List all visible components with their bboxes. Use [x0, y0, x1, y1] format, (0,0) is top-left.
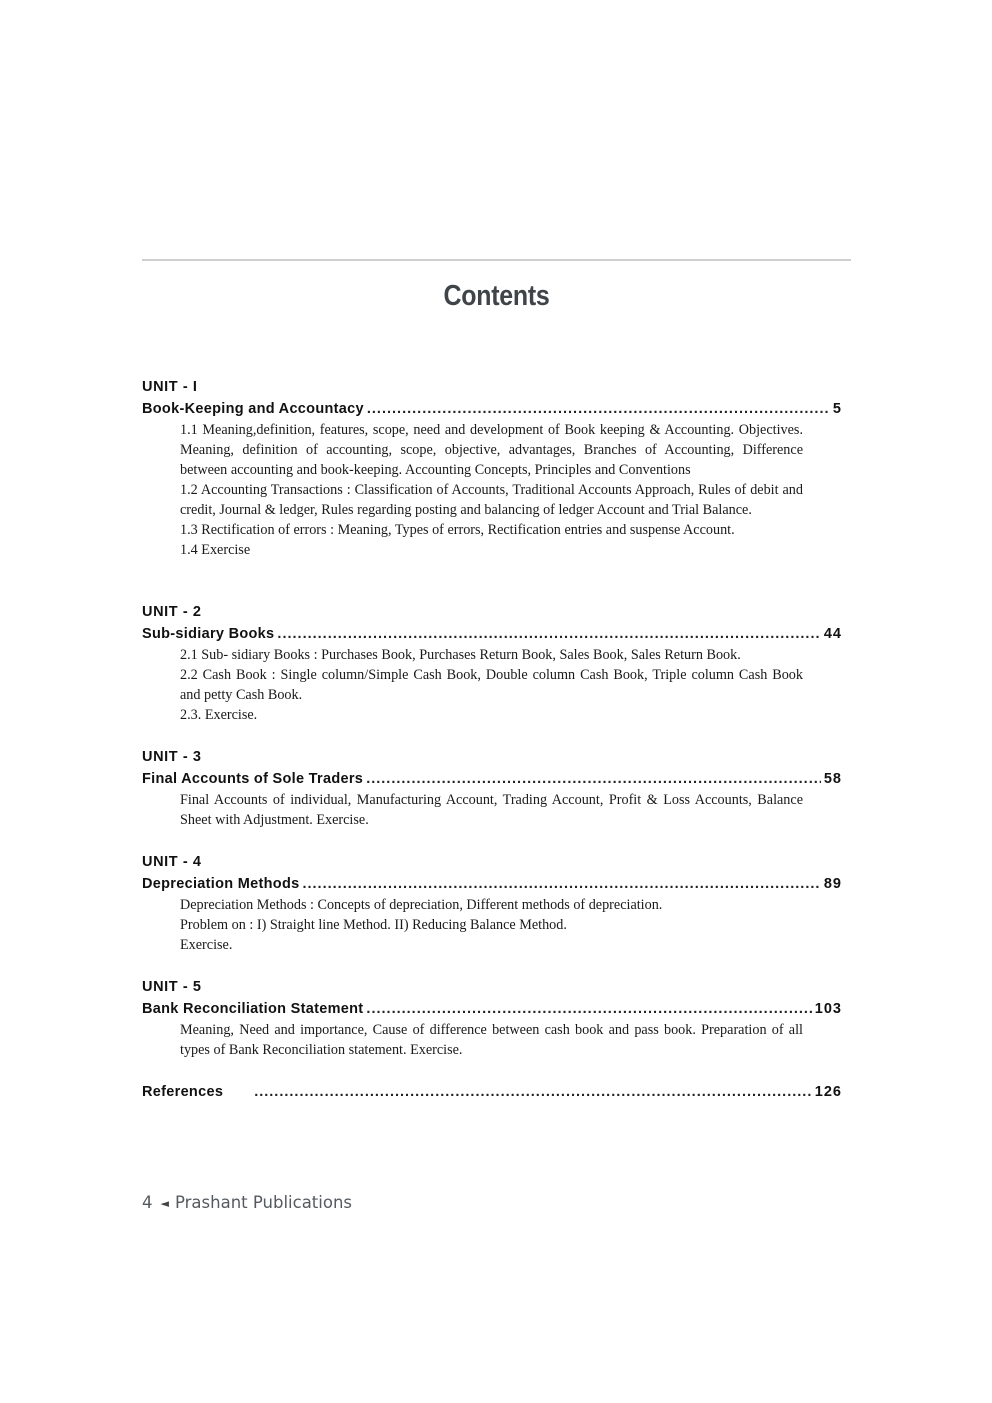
toc-entry-title: Sub-sidiary Books [142, 626, 275, 642]
description-paragraph: Problem on : I) Straight line Method. II) Reducing Balance Method. [180, 917, 567, 933]
description-paragraph: 1.2 Accounting Transactions : Classification of Accounts, Traditional Accounts Approach, Rules of debit and credit, Journal & ledger, Rules regarding posting and balancing of ledger Account and Trial Balance. [180, 482, 803, 518]
toc-entry-unit-2[interactable] [142, 623, 842, 645]
description-paragraph: 1.4 Exercise [180, 542, 251, 558]
description-paragraph: 2.1 Sub- sidiary Books : Purchases Book, Purchases Return Book, Sales Book, Sales Return Book. [180, 647, 741, 663]
toc-entry-unit-4[interactable] [142, 873, 842, 895]
toc-entry-page: 5 [832, 401, 842, 417]
toc-entry-title: Final Accounts of Sole Traders [142, 771, 364, 787]
unit-2-section [142, 601, 842, 725]
page-number: 4 [142, 1193, 153, 1212]
toc-entry-page: 44 [823, 626, 842, 642]
page-footer [142, 1193, 352, 1212]
dot-leader [367, 398, 830, 420]
dot-leader [302, 873, 820, 895]
toc-entry-page: 58 [823, 771, 842, 787]
toc-entry-unit-1[interactable] [142, 398, 842, 420]
toc-entry-title: Book-Keeping and Accountacy [142, 401, 364, 417]
unit-label: UNIT - 5 [142, 979, 202, 995]
unit-5-section [142, 976, 842, 1060]
dot-leader [366, 768, 821, 790]
toc-entry-page: 89 [823, 876, 842, 892]
unit-3-section [142, 746, 842, 830]
description-paragraph: 1.3 Rectification of errors : Meaning, Types of errors, Rectification entries and suspense Account. [180, 522, 735, 538]
toc-entry-references[interactable] [142, 1081, 842, 1103]
unit-description [180, 645, 803, 725]
unit-1-section [142, 376, 842, 560]
unit-description [180, 420, 803, 560]
unit-label: UNIT - 4 [142, 854, 202, 870]
description-paragraph: 2.3. Exercise. [180, 707, 258, 723]
left-arrow-icon: ◄ [160, 1197, 169, 1210]
toc-entry-unit-5[interactable] [142, 998, 842, 1020]
description-paragraph: Final Accounts of individual, Manufacturing Account, Trading Account, Profit & Loss Accounts, Balance Sheet with Adjustment. Exercise. [180, 792, 803, 828]
unit-description [180, 790, 803, 830]
toc-entry-page: 103 [814, 1001, 842, 1017]
references-section [142, 1081, 842, 1103]
dot-leader [254, 1081, 812, 1103]
toc-entry-page: 126 [814, 1084, 842, 1100]
unit-label: UNIT - 3 [142, 749, 202, 765]
description-paragraph: 1.1 Meaning,definition, features, scope, need and development of Book keeping & Accounting. Objectives. Meaning, definition of accounting, scope, objective, advantages, Branches of Accounting, Difference between accounting and book-keeping. Accounting Concepts, Principles and Conventions [180, 422, 803, 478]
description-paragraph: 2.2 Cash Book : Single column/Simple Cash Book, Double column Cash Book, Triple column Cash Book and petty Cash Book. [180, 667, 803, 703]
unit-description [180, 1020, 803, 1060]
page-title: Contents [443, 280, 550, 312]
description-paragraph: Meaning, Need and importance, Cause of difference between cash book and pass book. Preparation of all types of Bank Reconciliation statement. Exercise. [180, 1022, 803, 1058]
toc-entry-title: References [142, 1084, 224, 1100]
toc-entry-title: Depreciation Methods [142, 876, 300, 892]
header-rule [142, 259, 851, 261]
publisher-name: Prashant Publications [174, 1193, 353, 1212]
unit-label: UNIT - I [142, 379, 198, 395]
description-paragraph: Depreciation Methods : Concepts of depreciation, Different methods of depreciation. [180, 897, 663, 913]
description-paragraph: Exercise. [180, 937, 233, 953]
dot-leader [277, 623, 820, 645]
unit-4-section [142, 851, 842, 955]
dot-leader [366, 998, 811, 1020]
unit-description [180, 895, 803, 955]
toc-entry-unit-3[interactable] [142, 768, 842, 790]
toc-entry-title: Bank Reconciliation Statement [142, 1001, 364, 1017]
unit-label: UNIT - 2 [142, 604, 202, 620]
